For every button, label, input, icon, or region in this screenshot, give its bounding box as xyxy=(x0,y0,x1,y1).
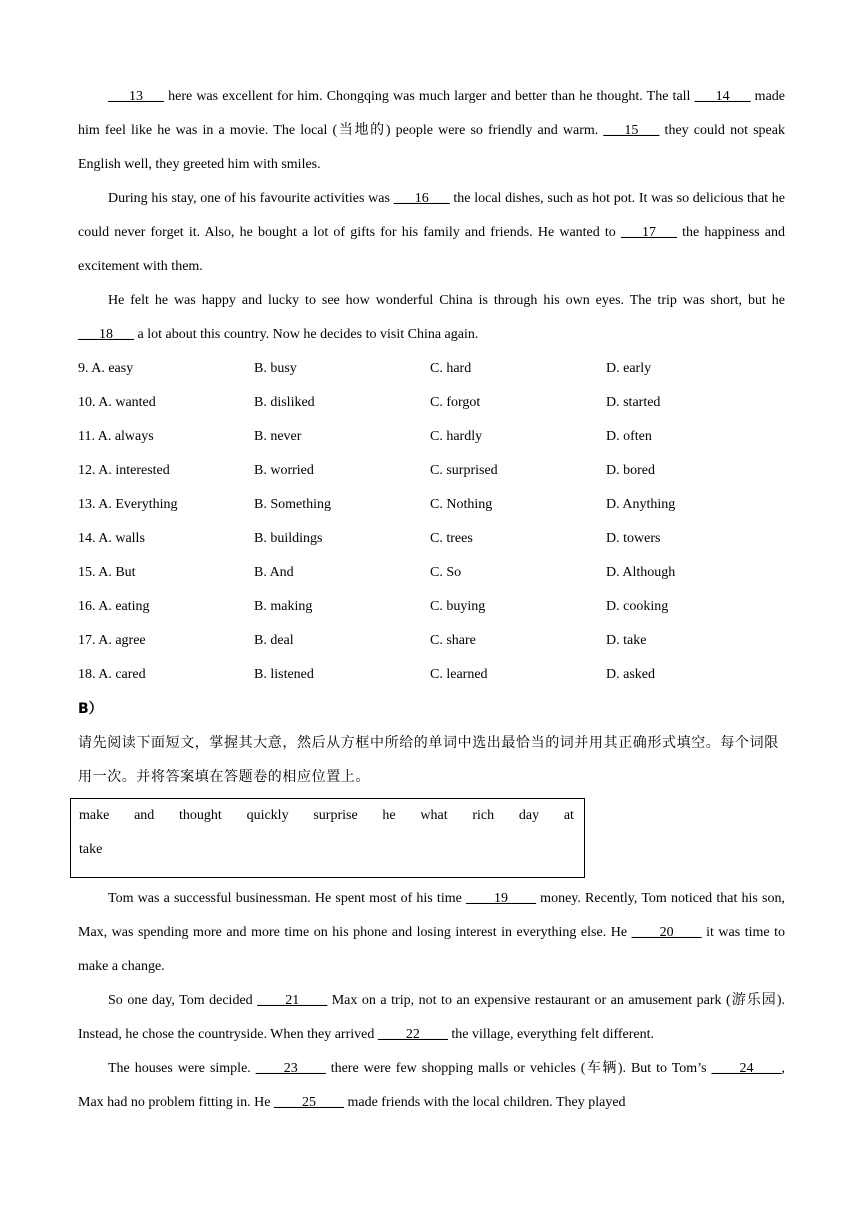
option-a[interactable]: 14. A. walls xyxy=(78,531,145,546)
option-c[interactable]: C. share xyxy=(430,633,476,648)
blank-15[interactable]: ___15___ xyxy=(603,123,660,138)
option-c[interactable]: C. trees xyxy=(430,531,473,546)
option-c[interactable]: C. learned xyxy=(430,667,488,682)
word-bank-item: and xyxy=(134,808,155,823)
option-a[interactable]: 18. A. cared xyxy=(78,667,146,682)
blank-14[interactable]: ___14___ xyxy=(694,89,751,104)
option-a[interactable]: 9. A. easy xyxy=(78,361,134,376)
option-d[interactable]: D. early xyxy=(606,361,652,376)
option-a[interactable]: 16. A. eating xyxy=(78,599,150,614)
option-d[interactable]: D. often xyxy=(606,429,652,444)
section-b-instructions: 请先阅读下面短文，掌握其大意，然后从方框中所给的单词中选出最恰当的词并用其正确形式填空。每个词限用一次。并将答案填在答题卷的相应位置上。 xyxy=(78,735,779,785)
question-13-options xyxy=(78,488,785,522)
option-a[interactable]: 17. A. agree xyxy=(78,633,146,648)
option-b[interactable]: B. disliked xyxy=(254,395,315,410)
word-bank-item: quickly xyxy=(246,808,289,823)
blank-17[interactable]: ___17___ xyxy=(620,225,677,240)
word-bank-item: rich xyxy=(472,808,495,823)
option-a[interactable]: 12. A. interested xyxy=(78,463,170,478)
option-c[interactable]: C. hard xyxy=(430,361,472,376)
option-d[interactable]: D. asked xyxy=(606,667,655,682)
word-bank-item: thought xyxy=(179,808,222,823)
question-14-options xyxy=(78,522,785,556)
word-bank-item: he xyxy=(382,808,396,823)
question-12-options xyxy=(78,454,785,488)
blank-21[interactable]: ____21____ xyxy=(257,993,328,1008)
word-bank-item: at xyxy=(563,808,574,823)
question-18-options xyxy=(78,658,785,692)
question-9-options xyxy=(78,352,785,386)
blank-18[interactable]: ___18___ xyxy=(78,327,134,342)
option-d[interactable]: D. bored xyxy=(606,463,655,478)
option-b[interactable]: B. worried xyxy=(254,463,314,478)
question-16-options xyxy=(78,590,785,624)
passage-b-paragraph-2: So one day, Tom decided ____21____ Max on a trip, not to an expensive restaurant or an amusement park (游乐园). Instead, he chose the countryside. When they arrived ____22____ the village, everything felt different. xyxy=(78,993,785,1042)
question-17-options xyxy=(78,624,785,658)
options-list xyxy=(78,352,785,692)
option-a[interactable]: 13. A. Everything xyxy=(78,497,178,512)
word-bank-item: day xyxy=(518,808,540,823)
option-d[interactable]: D. started xyxy=(606,395,661,410)
option-c[interactable]: C. Nothing xyxy=(430,497,493,512)
option-b[interactable]: B. Something xyxy=(254,497,332,512)
option-a[interactable]: 10. A. wanted xyxy=(78,395,156,410)
blank-22[interactable]: ____22____ xyxy=(377,1027,448,1042)
option-c[interactable]: C. buying xyxy=(430,599,486,614)
word-bank-item: surprise xyxy=(313,808,358,823)
passage-a-paragraph-3: He felt he was happy and lucky to see how wonderful China is through his own eyes. The trip was short, but he ___18___ a lot about this country. Now he decides to visit China again. xyxy=(78,293,785,342)
option-a[interactable]: 11. A. always xyxy=(78,429,154,444)
option-d[interactable]: D. cooking xyxy=(606,599,669,614)
word-bank-item: what xyxy=(420,808,448,823)
question-15-options xyxy=(78,556,785,590)
option-c[interactable]: C. surprised xyxy=(430,463,498,478)
option-d[interactable]: D. towers xyxy=(606,531,661,546)
option-c[interactable]: C. So xyxy=(430,565,462,580)
option-c[interactable]: C. forgot xyxy=(430,395,481,410)
document-page xyxy=(78,80,785,1120)
passage-b-paragraph-1: Tom was a successful businessman. He spent most of his time ____19____ money. Recently, Tom noticed that his son, Max, was spending more and more time on his phone and losing interest in everything else. He ____20____ it was time to make a change. xyxy=(78,891,785,974)
option-b[interactable]: B. listened xyxy=(254,667,314,682)
blank-16[interactable]: ___16___ xyxy=(393,191,450,206)
blank-19[interactable]: ____19____ xyxy=(466,891,536,906)
blank-23[interactable]: ____23____ xyxy=(255,1061,326,1076)
option-d[interactable]: D. Although xyxy=(606,565,676,580)
passage-a-paragraph-1: ___13___ here was excellent for him. Chongqing was much larger and better than he thought. The tall ___14___ made him feel like he was in a movie. The local (当地的) people were so friendly and warm. ___15___ they could not speak English well, they greeted him with smiles. xyxy=(78,89,785,172)
option-b[interactable]: B. making xyxy=(254,599,313,614)
question-11-options xyxy=(78,420,785,454)
option-d[interactable]: D. take xyxy=(606,633,647,648)
word-bank-box xyxy=(70,798,585,878)
option-a[interactable]: 15. A. But xyxy=(78,565,136,580)
word-bank-item: make xyxy=(79,808,110,823)
blank-25[interactable]: ____25____ xyxy=(273,1095,344,1110)
blank-20[interactable]: ____20____ xyxy=(631,925,702,940)
option-d[interactable]: D. Anything xyxy=(606,497,676,512)
passage-b-paragraph-3: The houses were simple. ____23____ there were few shopping malls or vehicles (车辆). But to Tom’s ____24____, Max had no problem fitting in. He ____25____ made friends with the local children. They played xyxy=(78,1061,785,1110)
option-b[interactable]: B. busy xyxy=(254,361,297,376)
option-b[interactable]: B. never xyxy=(254,429,302,444)
word-bank-item: take xyxy=(79,842,103,857)
word-bank-line-1 xyxy=(71,799,584,833)
option-b[interactable]: B. deal xyxy=(254,633,294,648)
option-c[interactable]: C. hardly xyxy=(430,429,483,444)
word-bank-line-2 xyxy=(71,833,584,867)
passage-a-paragraph-2: During his stay, one of his favourite activities was ___16___ the local dishes, such as hot pot. It was so delicious that he could never forget it. Also, he bought a lot of gifts for his family and friends. He wanted to ___17___ the happiness and excitement with them. xyxy=(78,191,785,274)
option-b[interactable]: B. buildings xyxy=(254,531,323,546)
blank-13[interactable]: ___13___ xyxy=(108,89,164,104)
blank-24[interactable]: ____24____ xyxy=(711,1061,782,1076)
question-10-options xyxy=(78,386,785,420)
section-b-label: B） xyxy=(78,701,103,717)
option-b[interactable]: B. And xyxy=(254,565,294,580)
